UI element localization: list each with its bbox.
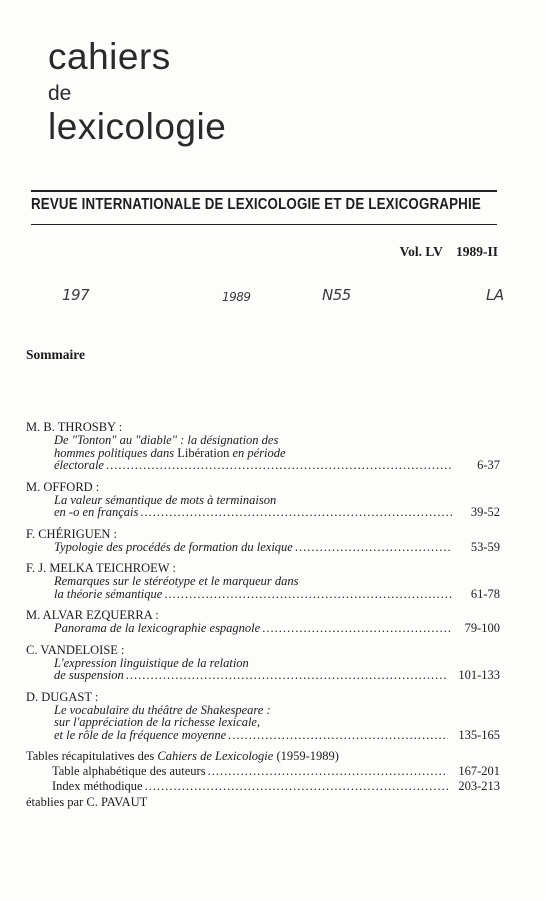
dot-leader: [262, 622, 452, 635]
dot-leader: [208, 764, 449, 779]
toc-title-line: [26, 588, 500, 601]
volume-info: [400, 244, 498, 260]
dot-leader: [295, 541, 452, 554]
toc-title-text: Panorama de la lexicographie espagnole: [54, 621, 261, 635]
toc-title-text: la théorie sémantique: [54, 586, 163, 601]
recap-table-item: [26, 764, 500, 779]
toc-title-line: [26, 716, 500, 729]
handwritten-note-3: N55: [322, 286, 351, 304]
dot-leader: [140, 506, 452, 519]
handwritten-note-4: LA: [486, 286, 504, 304]
masthead-lexicologie: lexicologie: [48, 106, 227, 147]
toc-author: C. VANDELOISE :: [26, 642, 125, 657]
toc-title-text: de suspension: [54, 668, 124, 682]
dot-leader: [106, 459, 452, 472]
toc-title-line: [26, 669, 500, 682]
toc-title-line: [26, 541, 500, 554]
dot-leader: [228, 729, 448, 742]
toc-title-text: hommes politiques dans Libération en période: [54, 445, 286, 460]
toc-page-range: 6-37: [477, 458, 500, 472]
masthead-de: de: [48, 82, 72, 105]
toc-title-line: [26, 729, 500, 742]
toc-title-text: Remarques sur le stéréotype et le marqueur dans: [54, 574, 299, 588]
dot-leader: [145, 779, 449, 794]
table-of-contents: [26, 420, 500, 810]
toc-entry: [26, 561, 500, 600]
toc-page-range: 101-133: [458, 668, 500, 682]
recap-tables-credit: établies par C. PAVAUT: [26, 795, 148, 809]
toc-title-text: sur l'appréciation de la richesse lexicale,: [54, 715, 261, 729]
toc-author: D. DUGAST :: [26, 689, 99, 704]
toc-author: M. OFFORD :: [26, 479, 100, 494]
handwritten-note-1: 197: [62, 286, 90, 304]
toc-title-text: De "Tonton" au "diable" : la désignation des: [54, 433, 279, 447]
toc-title-line: [26, 506, 500, 519]
toc-page-range: 167-201: [458, 764, 500, 778]
toc-author: M. B. THROSBY :: [26, 420, 123, 434]
volume-number: Vol. LV: [399, 244, 443, 259]
toc-entry: [26, 480, 500, 519]
toc-title-text: Le vocabulaire du théâtre de Shakespeare :: [54, 702, 271, 717]
sommaire-heading: Sommaire: [26, 347, 85, 362]
toc-title-upright: Libération: [177, 445, 230, 460]
journal-masthead: [48, 38, 226, 145]
toc-page-range: 79-100: [464, 621, 500, 635]
toc-title-line: [26, 575, 500, 588]
toc-title-text: en -o en français: [54, 505, 139, 519]
toc-author: M. ALVAR EZQUERRA :: [26, 608, 159, 622]
subtitle-rule-top: [31, 190, 497, 192]
toc-page-range: 135-165: [458, 727, 500, 742]
toc-entry: [26, 643, 500, 682]
toc-title-text: La valeur sémantique de mots à terminaison: [54, 492, 277, 507]
toc-title-text: électorale: [54, 458, 104, 472]
toc-title-line: [26, 459, 500, 472]
volume-year: 1989-II: [455, 244, 498, 259]
journal-name-italic: Cahiers de Lexicologie: [157, 749, 274, 763]
toc-title-text: L'expression linguistique de la relation: [54, 655, 249, 670]
toc-author: F. CHÉRIGUEN :: [26, 526, 118, 541]
journal-subtitle: REVUE INTERNATIONALE DE LEXICOLOGIE ET DE LEXICOGRAPHIE: [31, 196, 481, 213]
toc-page-range: 39-52: [470, 505, 500, 519]
toc-entry: [26, 420, 500, 472]
toc-entry: [26, 608, 500, 635]
recap-tables-section: [26, 749, 500, 810]
subtitle-rule-bottom: [31, 224, 497, 225]
toc-page-range: 61-78: [470, 586, 500, 601]
toc-entry: [26, 690, 500, 742]
toc-page-range: 53-59: [470, 539, 500, 554]
dot-leader: [126, 669, 449, 682]
toc-title-text: Typologie des procédés de formation du lexique: [54, 539, 293, 554]
masthead-cahiers: cahiers: [48, 36, 171, 77]
recap-item-text: Table alphabétique des auteurs: [52, 764, 206, 778]
toc-page-range: 203-213: [458, 779, 500, 793]
recap-tables-heading: Tables récapitulatives des Cahiers de Lexicologie (1959-1989): [26, 749, 339, 763]
handwritten-note-2: 1989: [222, 290, 251, 304]
toc-title-line: [26, 622, 500, 635]
dot-leader: [164, 588, 452, 601]
toc-title-text: et le rôle de la fréquence moyenne: [54, 727, 227, 742]
toc-entry: [26, 527, 500, 554]
recap-table-item: [26, 779, 500, 794]
recap-item-text: Index méthodique: [52, 779, 143, 793]
toc-author: F. J. MELKA TEICHROEW :: [26, 561, 176, 575]
